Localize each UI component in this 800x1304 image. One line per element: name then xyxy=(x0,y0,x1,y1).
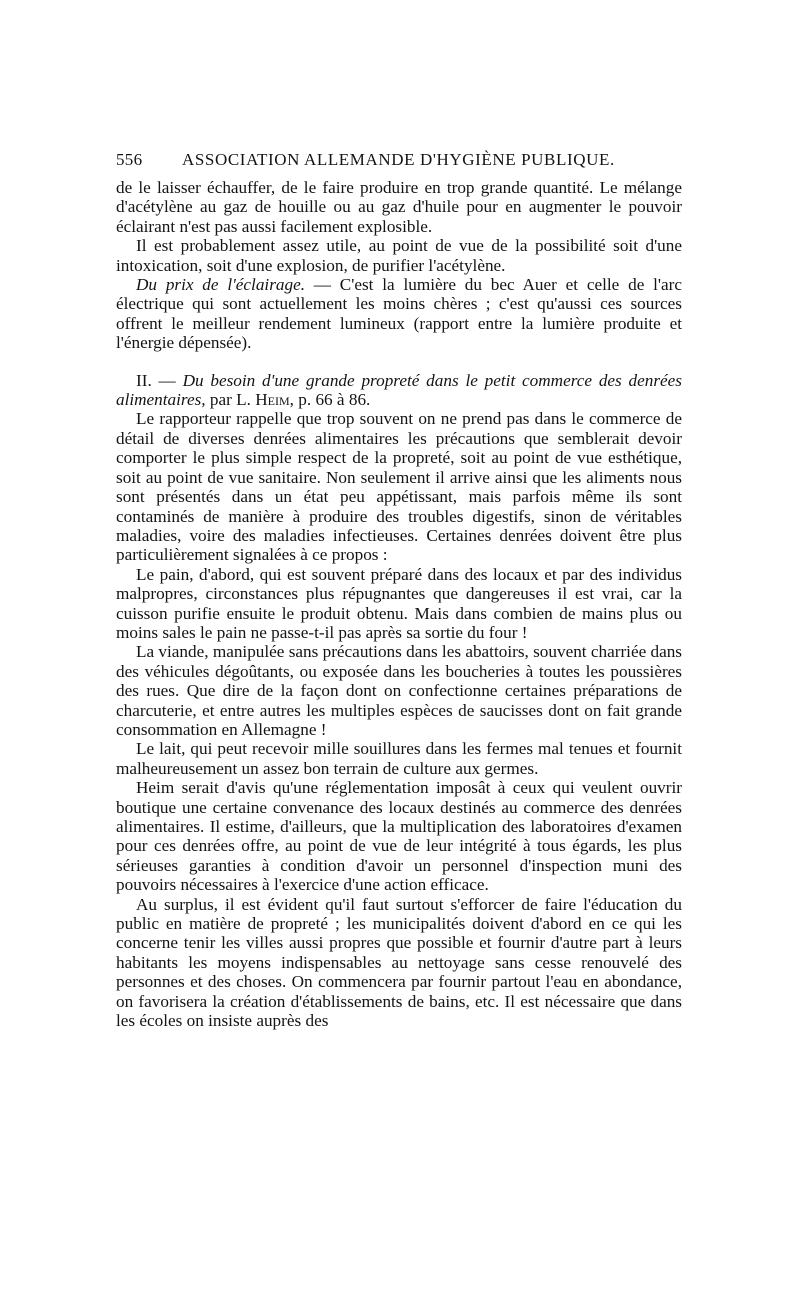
lighting-cost-body: — C'est la lumière du bec Auer et celle de l'arc électrique qui sont actuellement les moins chères ; c'est qu'aussi ces sources offrent le meilleur rendement lumineux (rapport entre la lumière produite et l'énergie dépensée). xyxy=(116,275,682,353)
section-pages: , p. 66 à 86. xyxy=(289,390,371,410)
paragraph-rapporteur: Le rapporteur rappelle que trop souvent on ne prend pas dans le commerce de détail de diverses denrées alimentaires les précautions que semblerait devoir comporter le plus simple respect de la propreté, soit au point de vue esthétique, soit au point de vue sanitaire. Non seulement il arrive ainsi que les aliments nous sont présentés dans un état peu appétissant, mais parfois même ils sont contaminés de manière à produire des troubles digestifs, sinon de véritables maladies, voire des maladies infectieuses. Certaines denrées doivent être plus particulièrement signalées à ce propos : xyxy=(116,409,682,565)
page-number: 556 xyxy=(116,150,143,169)
section-gap xyxy=(116,353,682,371)
running-head: ASSOCIATION ALLEMANDE D'HYGIÈNE PUBLIQUE. xyxy=(182,150,615,169)
paragraph-bread: Le pain, d'abord, qui est souvent préparé dans des locaux et par des individus malpropres, circonstances plus répugnantes que dangereuses il est vrai, car la cuisson purifie ensuite le produit obtenu. Mais dans combien de mains plus ou moins sales le pain ne passe-t-il pas après sa sortie du four ! xyxy=(116,564,682,642)
paragraph-continuation: de le laisser échauffer, de le faire produire en trop grande quantité. Le mélange d'acétylène au gaz de houille ou au gaz d'huile pour en augmenter le pouvoir éclairant n'est pas aussi facilement explosible. xyxy=(116,178,682,236)
section-heading xyxy=(116,371,682,410)
paragraph-meat: La viande, manipulée sans précautions dans les abattoirs, souvent charriée dans des véhicules dégoûtants, ou exposée dans les boucheries à toutes les poussières des rues. Que dire de la façon dont on confectionne certaines préparations de charcuterie, et entre autres les multiples espèces de saucisses dont on fait grande consommation en Allemagne ! xyxy=(116,642,682,739)
section-number: II. — xyxy=(136,370,183,390)
paragraph-public-education: Au surplus, il est évident qu'il faut surtout s'efforcer de faire l'éducation du public en matière de propreté ; les municipalités doivent d'abord en ce qui les concerne tenir les villes aussi propres que possible et fournir d'autre part à leurs habitants les moyens indispensables au nettoyage sans cesse renouvelé des personnes et des choses. On commencera par fournir partout l'eau en abondance, on favorisera la création d'établissements de bains, etc. Il est nécessaire que dans les écoles on insiste auprès des xyxy=(116,894,682,1031)
paragraph-milk: Le lait, qui peut recevoir mille souillures dans les fermes mal tenues et fournit malheureusement un assez bon terrain de culture aux germes. xyxy=(116,739,682,778)
text-block xyxy=(116,150,682,1030)
paragraph-heim-regulation: Heim serait d'avis qu'une réglementation imposât à ceux qui veulent ouvrir boutique une certaine convenance des locaux destinés au commerce des denrées alimentaires. Il estime, d'ailleurs, que la multiplication des laboratoires d'examen pour ces denrées offre, au point de vue de leur intégrité à tous égards, les plus sérieuses garanties à condition d'avoir un personnel d'inspection muni des pouvoirs nécessaires à l'exercice d'une action efficace. xyxy=(116,778,682,895)
lighting-cost-title: Du prix de l'éclairage. xyxy=(136,275,305,295)
section-author: Heim xyxy=(255,390,290,410)
section-title: Du besoin d'une grande propreté dans le petit commerce des denrées alimentaires, xyxy=(116,370,683,410)
page-header xyxy=(116,150,682,170)
section-by: par L. xyxy=(205,390,256,410)
paragraph-purification: Il est probablement assez utile, au point de vue de la possibilité soit d'une intoxication, soit d'une explosion, de purifier l'acétylène. xyxy=(116,236,682,275)
paragraph-lighting-cost xyxy=(116,275,682,353)
